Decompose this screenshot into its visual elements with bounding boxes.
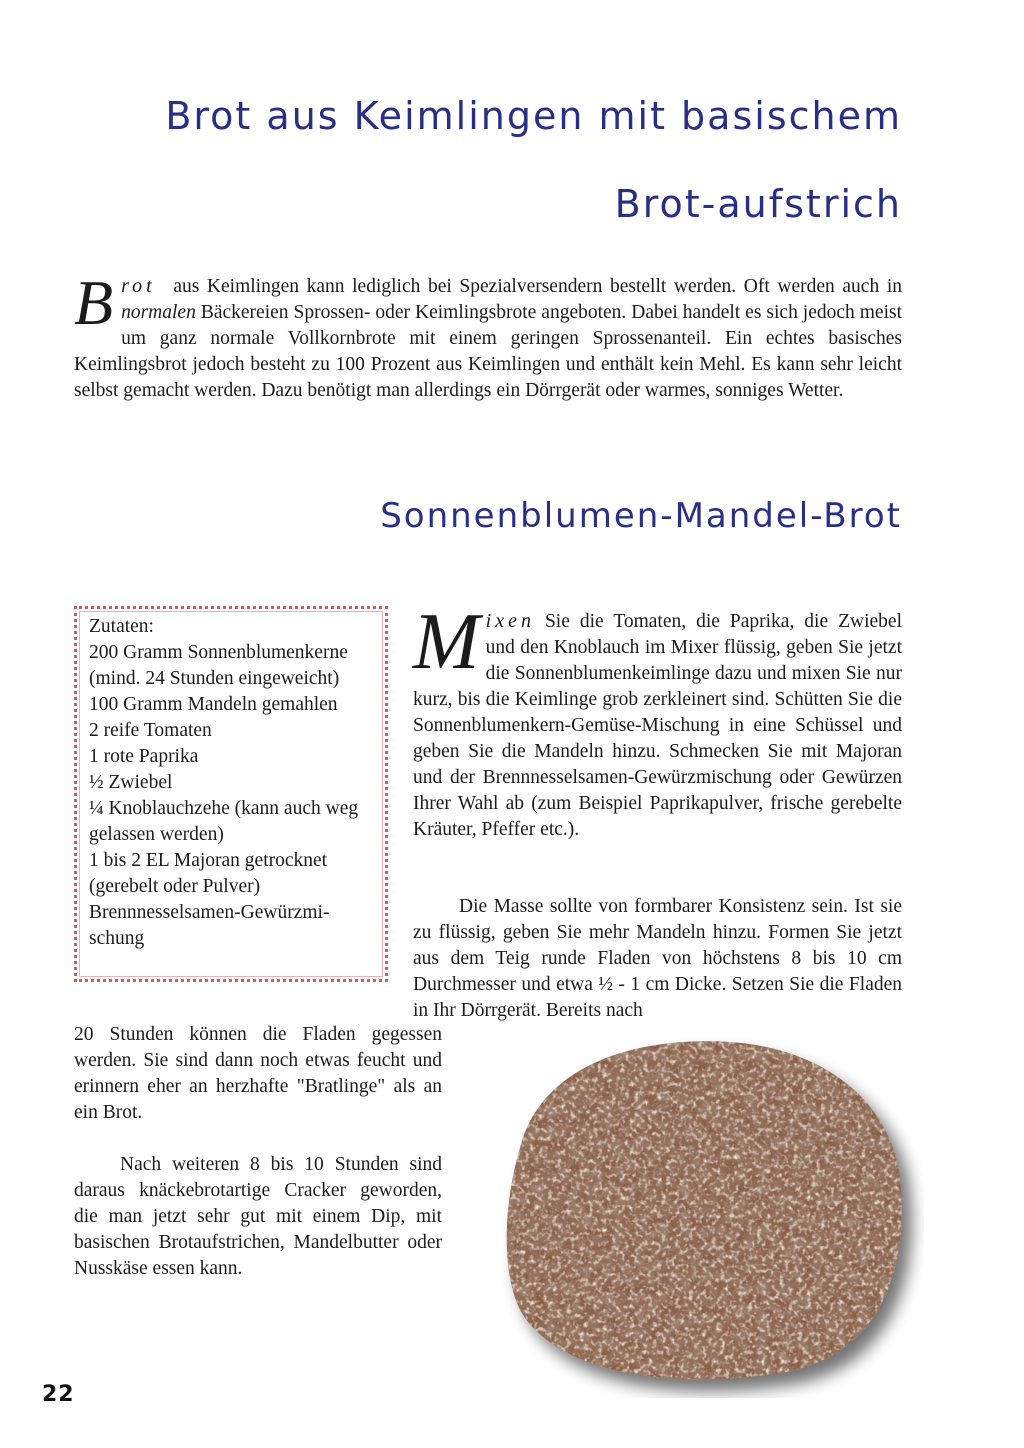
ingredients-box [74, 606, 388, 982]
ingredient-item: 1 bis 2 EL Majoran getrocknet (gerebelt oder Pulver) [89, 850, 328, 897]
ingredient-item: 200 Gramm Sonnenblumenkerne (mind. 24 Stunden eingeweicht) [89, 642, 348, 689]
recipe-title: Sonnenblumen-Mandel-Brot [380, 496, 902, 536]
method-dropcap: M [413, 598, 480, 686]
ingredient-item: 2 reife Tomaten [89, 720, 212, 741]
bread-seed-flecks [480, 1028, 924, 1398]
ingredient-item: 1 rote Paprika [89, 746, 199, 767]
cracker-paragraph: Nach weiteren 8 bis 10 Stunden sind daraus knäckebrotartige Cracker geworden, die man jetzt sehr gut mit einem Dip, mit basischen Brotaufstrichen, Mandelbutter oder Nusskäse essen kann. [74, 1154, 442, 1279]
ingredients-heading: Zutaten: [89, 616, 154, 637]
bread-photo [480, 1028, 924, 1398]
page-title: Brot aus Keimlingen mit basischem Brot-aufstrich [165, 94, 902, 226]
ingredient-item: ¼ Knoblauchzehe (kann auch weg gelassen werden) [89, 798, 359, 845]
ingredient-item: ½ Zwiebel [89, 772, 173, 793]
intro-dropcap: B [74, 267, 114, 338]
ingredient-item: Brennnesselsamen-Gewürzmischung [89, 902, 330, 949]
intro-emphasis: normalen [121, 302, 196, 323]
method-text: Sie die Tomaten, die Paprika, die Zwiebel und den Knoblauch im Mixer flüssig, geben Sie jetzt die Sonnenblumenkeimlinge dazu und mixen Sie nur kurz, bis die Keimlinge grob zerkleinert sind. Schütten Sie die Sonnenblumenkern-Gemüse-Mischung in eine Schüssel und geben Sie die Mandeln hinzu. Schmecken Sie mit Majoran und der Brennnesselsamen-Gewürzmischung oder Gewürzen Ihrer Wahl ab (zum Beispiel Paprikapulver, frische gerebelte Kräuter, Pfeffer etc.). [413, 611, 902, 840]
page-number: 22 [42, 1382, 75, 1407]
method-paragraph [413, 598, 902, 843]
consistency-paragraph: Die Masse sollte von formbarer Konsistenz sein. Ist sie zu flüssig, geben Sie mehr Mandeln hinzu. Formen Sie jetzt aus dem Teig runde Fladen von höchstens 8 bis 10 cm Durchmesser und etwa ½ - 1 cm Dicke. Setzen Sie die Fladen in Ihr Dörrgerät. Bereits nach [413, 896, 902, 1021]
ingredient-item: 100 Gramm Mandeln gemahlen [89, 694, 338, 715]
method-lead-word: ixen [485, 610, 535, 632]
intro-text-1: aus Keimlingen kann lediglich bei Spezialversendern bestellt werden. Oft werden auch in [165, 276, 902, 297]
intro-lead-word: rot [121, 275, 156, 297]
intro-paragraph [74, 267, 902, 404]
intro-text-2: Bäckereien Sprossen- oder Keimlingsbrote angeboten. Dabei handelt es sich jedoch meist um ganz normale Vollkornbrote mit einem geringen Sprossenanteil. Ein echtes basisches Keimlingsbrot jedoch besteht zu 100 Prozent aus Keimlingen und enthält kein Mehl. Es kann sehr leicht selbst gemacht werden. Dazu benötigt man allerdings ein Dörrgerät oder warmes, sonniges Wetter. [74, 302, 902, 401]
consistency-paragraph-continued: 20 Stunden können die Fladen gegessen werden. Sie sind dann noch etwas feucht und erinnern eher an herzhafte "Bratlinge" als an ein Brot. [74, 1024, 442, 1123]
